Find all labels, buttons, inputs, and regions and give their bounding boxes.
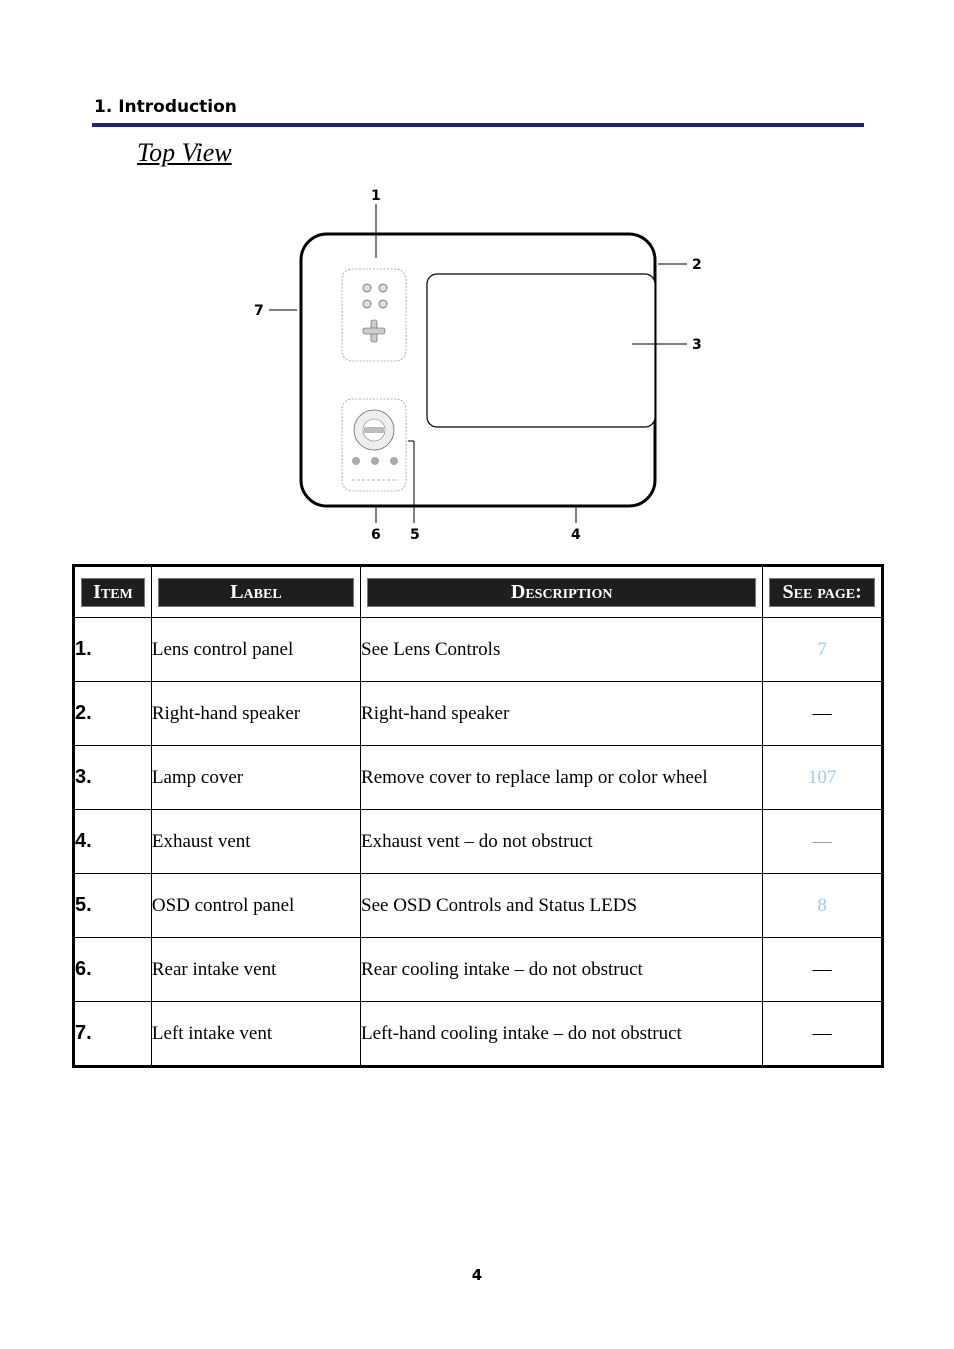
item-number: 6.: [75, 958, 92, 980]
callout-2: 2: [692, 257, 702, 273]
callout-5: 5: [410, 527, 420, 543]
item-description: Exhaust vent – do not obstruct: [361, 830, 593, 852]
table-row: [74, 810, 883, 874]
callout-7: 7: [254, 303, 264, 319]
item-number: 7.: [75, 1022, 92, 1044]
item-page-reference: —: [812, 1022, 832, 1044]
page-subtitle: Top View: [137, 138, 232, 167]
components-table: [72, 564, 884, 1068]
lamp-cover: [427, 274, 655, 427]
osd-control-panel: [342, 399, 406, 491]
projector-top-view-diagram: [240, 180, 720, 550]
item-number: 4.: [75, 830, 92, 852]
item-page-reference: —: [812, 958, 832, 980]
table-row: [74, 682, 883, 746]
item-label: Exhaust vent: [151, 830, 251, 852]
table-row: [74, 874, 883, 938]
header-item: Item: [81, 578, 145, 607]
item-description: Right-hand speaker: [361, 702, 510, 724]
item-page-reference[interactable]: 8: [817, 894, 827, 916]
item-label: Lamp cover: [151, 766, 244, 788]
item-description: See OSD Controls and Status LEDS: [361, 894, 638, 916]
header-see-page: See page:: [769, 578, 875, 607]
callout-1: 1: [371, 188, 381, 204]
item-number: 1.: [75, 638, 92, 660]
lens-control-panel: [342, 269, 406, 361]
table-row: [74, 618, 883, 682]
item-number: 5.: [75, 894, 92, 916]
item-label: OSD control panel: [151, 894, 295, 916]
section-title: 1. Introduction: [94, 97, 237, 117]
item-page-reference[interactable]: 7: [817, 638, 827, 660]
item-number: 2.: [75, 702, 92, 724]
table-row: [74, 1002, 883, 1067]
item-number: 3.: [75, 766, 92, 788]
table-row: [74, 938, 883, 1002]
table-header-row: [74, 566, 883, 618]
item-page-reference[interactable]: 107: [807, 766, 837, 788]
item-description: Rear cooling intake – do not obstruct: [361, 958, 643, 980]
item-label: Right-hand speaker: [151, 702, 301, 724]
item-page-reference: —: [812, 702, 832, 724]
item-label: Left intake vent: [151, 1022, 273, 1044]
item-description: See Lens Controls: [361, 638, 501, 660]
item-label: Rear intake vent: [151, 958, 277, 980]
callout-6: 6: [371, 527, 381, 543]
callout-3: 3: [692, 337, 702, 353]
table-row: [74, 746, 883, 810]
item-description: Left-hand cooling intake – do not obstruct: [361, 1022, 682, 1044]
item-page-reference: —: [812, 830, 832, 852]
page-number: 4: [471, 1266, 483, 1284]
header-description: Description: [367, 578, 756, 607]
item-description: Remove cover to replace lamp or color wheel: [361, 766, 708, 788]
item-label: Lens control panel: [151, 638, 294, 660]
header-label: Label: [158, 578, 354, 607]
section-rule: [92, 123, 864, 127]
callout-4: 4: [571, 527, 581, 543]
